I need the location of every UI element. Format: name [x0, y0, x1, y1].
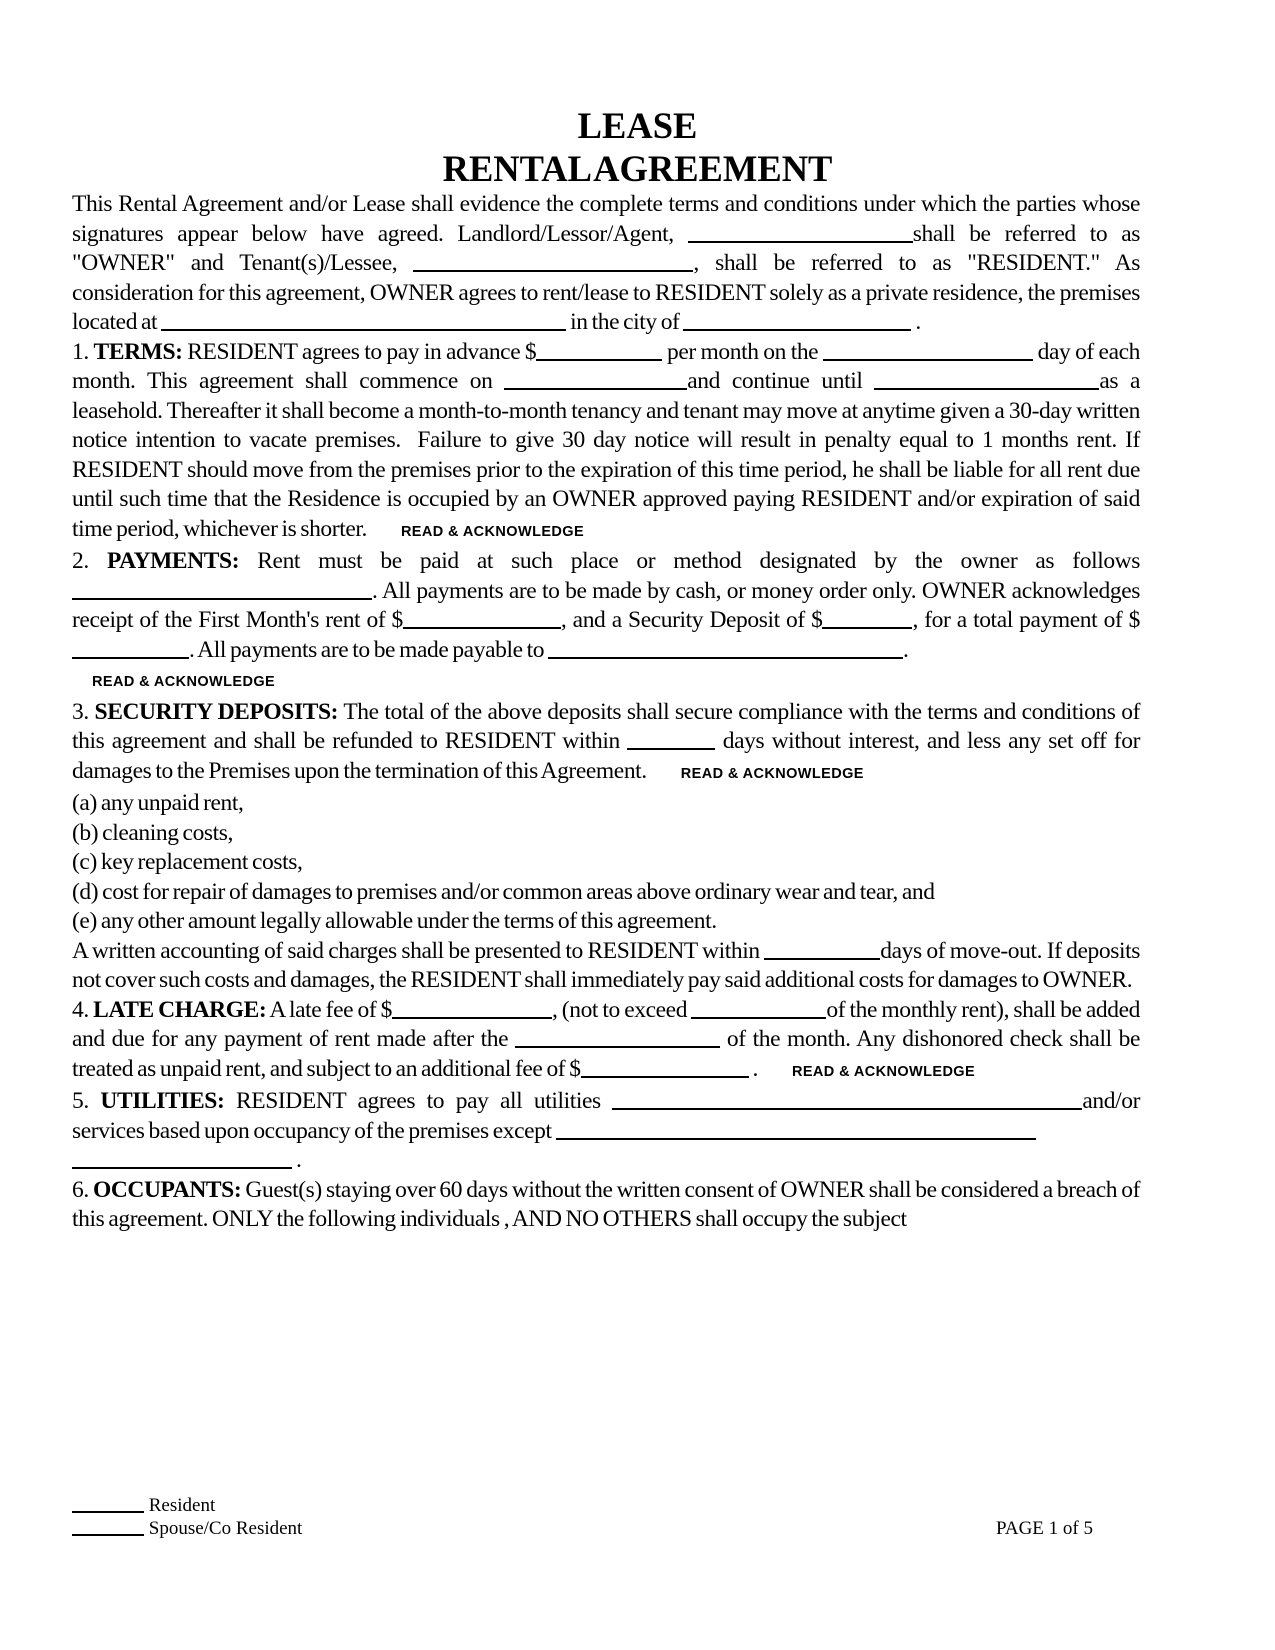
blank-field [764, 958, 880, 960]
text-run: (a) any unpaid rent, [72, 790, 244, 816]
text-run: days of move-out. If deposits not cover such costs and damages, the RESIDENT shall immediately pay said additional costs for damages to OWNER. [72, 937, 1140, 993]
text-run: RESIDENT agrees to pay all utilities [224, 1088, 613, 1114]
page-footer [72, 1494, 1140, 1540]
text-run: Guest(s) staying over 60 days without the written consent of OWNER shall be considered a breach of this agreement. ONLY the following individuals , AND NO OTHERS shall occupy the subject [72, 1176, 1140, 1232]
blank-field [548, 657, 903, 659]
blank-field [822, 627, 912, 629]
section-1-terms [72, 338, 1140, 548]
blank-field [612, 1108, 1082, 1110]
text-run: day of each month. This agreement shall commence on [72, 338, 1140, 394]
text-run: 1. [72, 338, 94, 365]
section-6-occupants [72, 1176, 1140, 1235]
section-4-late-charge [72, 996, 1140, 1088]
text-run: , (not to exceed [551, 996, 692, 1023]
text-run: . All payments are to be made payable to [189, 636, 549, 663]
text-run: . [748, 1055, 762, 1082]
document-title [0, 104, 1275, 190]
text-run: in the city of [566, 309, 684, 335]
section-3-accounting [72, 937, 1140, 996]
text-run: (b) cleaning costs, [72, 819, 234, 846]
read-acknowledge-badge: READ & ACKNOWLEDGE [791, 1063, 976, 1080]
bold-run: TERMS: [93, 338, 183, 365]
blank-field [556, 1138, 1036, 1140]
blank-field [72, 1167, 292, 1169]
section-3-security-deposits [72, 698, 1140, 790]
bold-run: PAYMENTS: [106, 548, 240, 574]
text-run: , and a Security Deposit of $ [560, 607, 823, 633]
section-2-payments [72, 547, 1140, 665]
text-run: Resident [144, 1495, 216, 1516]
blank-field [874, 388, 1099, 390]
text-run: of the monthly rent), shall be added and due for any payment of rent made after the [72, 996, 1140, 1052]
text-run: Rent must be paid at such place or method designated by the owner as follows [239, 548, 1140, 574]
text-run: shall be referred to as "OWNER" and Tenant(s)/Lessee, [72, 220, 1140, 276]
text-run: . [911, 309, 921, 335]
blank-field [504, 388, 687, 390]
text-run: 2. [72, 548, 107, 574]
section-5-continuation [72, 1146, 1140, 1176]
text-run: and/or services based upon occupancy of the premises except [72, 1088, 1140, 1144]
document-body [72, 190, 1140, 1235]
blank-field [392, 1017, 552, 1019]
read-acknowledge-badge: READ & ACKNOWLEDGE [680, 765, 864, 782]
bold-run: UTILITIES: [100, 1088, 225, 1114]
text-run: (c) key replacement costs, [72, 849, 303, 875]
bold-run: OCCUPANTS: [92, 1176, 242, 1203]
text-run: days without interest, and less any set off for damages to the Premises upon the termination of this Agreement. [72, 728, 1141, 784]
blank-field [72, 1511, 144, 1513]
blank-field [536, 359, 662, 361]
blank-field [823, 359, 1033, 361]
blank-field [683, 329, 911, 331]
text-run: . [292, 1147, 302, 1173]
deposit-item-b [72, 819, 1140, 849]
blank-field [72, 657, 189, 659]
text-run: RESIDENT agrees to pay in advance $ [182, 338, 537, 365]
text-run: A written accounting of said charges shall be presented to RESIDENT within [72, 937, 765, 964]
text-run: 3. [72, 698, 95, 725]
blank-field [161, 329, 566, 331]
text-run: , for a total payment of $ [912, 607, 1140, 633]
blank-field [691, 1017, 826, 1019]
spouse-co-resident-signature-line [72, 1517, 1140, 1540]
text-run: (e) any other amount legally allowable under the terms of this agreement. [72, 908, 717, 934]
section-5-utilities [72, 1087, 1140, 1146]
page-number-label: PAGE 1 of 5 [996, 1518, 1093, 1539]
deposit-item-a [72, 789, 1140, 819]
section-2-acknowledge-line [72, 665, 1140, 698]
bold-run: SECURITY DEPOSITS: [94, 698, 339, 725]
text-run: (d) cost for repair of damages to premises and/or common areas above ordinary wear and tear, and [72, 878, 935, 905]
read-acknowledge-badge: READ & ACKNOWLEDGE [92, 674, 276, 690]
blank-field [627, 748, 715, 750]
blank-field [72, 1534, 144, 1536]
signature-lines [72, 1494, 1140, 1540]
text-run: Spouse/Co Resident [144, 1518, 303, 1539]
text-run: 4. [72, 996, 94, 1023]
blank-field [72, 598, 372, 600]
blank-field [515, 1046, 720, 1048]
text-run: , shall be referred to as "RESIDENT." As consideration for this agreement, OWNER agrees to rent/lease to RESIDENT solely as a private residence, the premises located at [72, 250, 1140, 335]
title-line-2: RENTAL AGREEMENT [442, 148, 833, 189]
text-run: This Rental Agreement and/or Lease shall evidence the complete terms and conditions under which the parties whose signatures appear below have agreed. Landlord/Lessor/Agent, [72, 191, 1140, 247]
text-run: A late fee of $ [266, 996, 392, 1023]
deposit-item-e [72, 907, 1140, 937]
read-acknowledge-badge: READ & ACKNOWLEDGE [400, 523, 585, 540]
deposit-item-d [72, 878, 1140, 908]
blank-field [403, 627, 561, 629]
text-run: 5. [72, 1088, 101, 1114]
blank-field [688, 241, 913, 243]
text-run: . [903, 636, 909, 663]
text-run: . All payments are to be made by cash, or money order only. OWNER acknowledges receipt of the First Month's rent of $ [72, 577, 1140, 633]
text-run: as a leasehold. Thereafter it shall become a month-to-month tenancy and tenant may move at anytime given a 30-day written notice intention to vacate premises. Failure to give 30 day notice will result in penalty equal to 1 months rent. If RESIDENT should move from the premises prior to the expiration of this time period, he shall be liable for all rent due until such time that the Residence is occupied by an OWNER approved paying RESIDENT and/or expiration of said time period, whichever is shorter. [72, 368, 1141, 542]
text-run: 6. [72, 1176, 93, 1203]
text-run: per month on the [662, 338, 823, 365]
text-run: The total of the above deposits shall secure compliance with the terms and conditions of this agreement and shall be refunded to RESIDENT within [72, 698, 1140, 754]
blank-field [581, 1076, 749, 1078]
blank-field [413, 270, 693, 272]
deposit-item-c [72, 848, 1140, 878]
title-line-1: LEASE [577, 105, 698, 146]
intro-paragraph [72, 190, 1140, 338]
text-run: and continue until [687, 368, 875, 394]
text-run: of the month. Any dishonored check shall be treated as unpaid rent, and subject to an additional fee of $ [72, 1026, 1140, 1082]
resident-signature-line [72, 1494, 1140, 1517]
bold-run: LATE CHARGE: [93, 996, 267, 1023]
